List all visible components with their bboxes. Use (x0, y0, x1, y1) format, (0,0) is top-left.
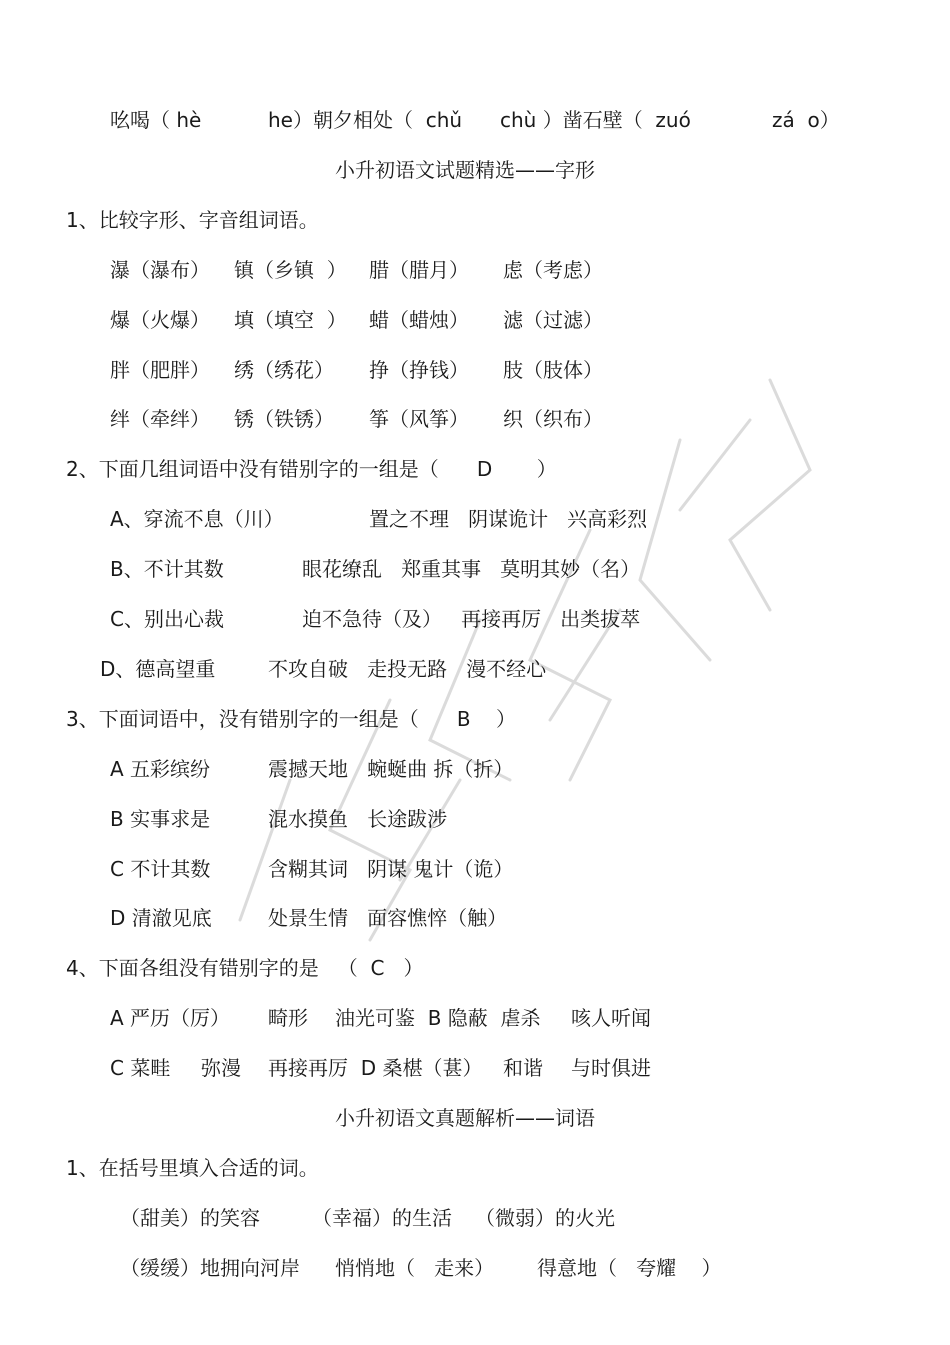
question-fill-words: 1、在括号里填入合适的词。 (66, 1156, 319, 1180)
word-group: 锈（铁锈） (234, 407, 334, 431)
section-heading-ciyu: 小升初语文真题解析——词语 (335, 1106, 595, 1130)
word-group: 瀑（瀑布） (110, 258, 210, 282)
word-group: 绣（绣花） (234, 358, 334, 382)
word-group: 胖（肥胖） (110, 358, 210, 382)
option-b-label: B、不计其数 (110, 557, 224, 581)
phrase: 得意地（ 夸耀 ） (537, 1256, 722, 1280)
option-a-words: 震撼天地 蜿蜒曲 拆（折） (268, 757, 514, 781)
word-group: 滤（过滤） (503, 308, 603, 332)
phrase: （缓缓）地拥向河岸 (120, 1256, 300, 1280)
option-d-label: D 清澈见底 (110, 906, 212, 930)
option-text: 油光可鉴 B 隐蔽 虐杀 (335, 1006, 541, 1030)
question-1: 1、比较字形、字音组词语。 (66, 208, 319, 232)
word-group: 挣（挣钱） (369, 358, 469, 382)
word-group: 镇（乡镇 ） (234, 258, 347, 282)
option-d-label: D、德高望重 (100, 657, 216, 681)
phrase: 悄悄地（ 走来） (335, 1256, 495, 1280)
word-group: 织（织布） (503, 407, 603, 431)
word-group: 填（填空 ） (234, 308, 347, 332)
option-b-words: 眼花缭乱 郑重其事 莫明其妙（名） (302, 557, 641, 581)
question-3: 3、下面词语中，没有错别字的一组是（ B ） (66, 707, 517, 731)
option-d-words: 处景生情 面容憔悴（触） (268, 906, 508, 930)
option-c-words: 含糊其词 阴谋 鬼计（诡） (268, 857, 514, 881)
option-a-label: A 五彩缤纷 (110, 757, 211, 781)
word-group: 筝（风筝） (369, 407, 469, 431)
word-group: 虑（考虑） (503, 258, 603, 282)
pinyin-line-part-1: 吆喝（ hè (110, 108, 202, 132)
option-text: 再接再厉 D 桑椹（葚） (268, 1056, 483, 1080)
option-c-words: 迫不急待（及） 再接再厉 出类拔萃 (302, 607, 641, 631)
question-4: 4、下面各组没有错别字的是 （ C ） (66, 956, 424, 980)
option-text: 和谐 (503, 1056, 543, 1080)
section-heading-zixing: 小升初语文试题精选——字形 (335, 158, 595, 182)
option-text: A 严历（厉） (110, 1006, 231, 1030)
option-c-label: C、别出心裁 (110, 607, 224, 631)
word-group: 肢（肢体） (503, 358, 603, 382)
word-group: 腊（腊月） (369, 258, 469, 282)
option-text: 与时俱进 (571, 1056, 651, 1080)
option-b-label: B 实事求是 (110, 807, 211, 831)
option-a-words: 置之不理 阴谋诡计 兴高彩烈 (369, 507, 648, 531)
phrase: （幸福）的生活 (312, 1206, 452, 1230)
option-text: 弥漫 (201, 1056, 241, 1080)
option-text: C 菜畦 (110, 1056, 171, 1080)
phrase: （甜美）的笑容 (120, 1206, 260, 1230)
word-group: 爆（火爆） (110, 308, 210, 332)
option-text: 咳人听闻 (571, 1006, 651, 1030)
pinyin-line-part-3: chù ）凿石壁（ zuó (500, 108, 691, 132)
option-text: 畸形 (268, 1006, 308, 1030)
option-a-label: A、穿流不息（川） (110, 507, 284, 531)
option-b-words: 混水摸鱼 长途跋涉 (268, 807, 448, 831)
word-group: 蜡（蜡烛） (369, 308, 469, 332)
pinyin-line-part-4: zá o） (772, 108, 840, 132)
question-2: 2、下面几组词语中没有错别字的一组是（ D ） (66, 457, 557, 481)
phrase: （微弱）的火光 (475, 1206, 615, 1230)
option-c-label: C 不计其数 (110, 857, 211, 881)
option-d-words: 不攻自破 走投无路 漫不经心 (268, 657, 547, 681)
word-group: 绊（牵绊） (110, 407, 210, 431)
pinyin-line-part-2: he）朝夕相处（ chǔ (268, 108, 463, 132)
